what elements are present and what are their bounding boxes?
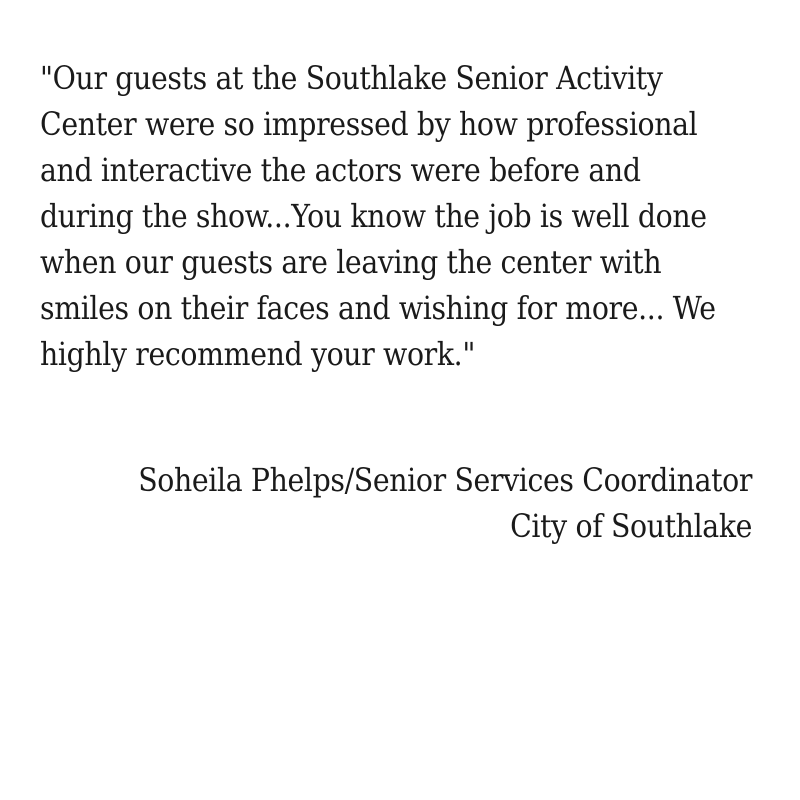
quote-line: smiles on their faces and wishing for more... We [40, 291, 716, 327]
quote-line: "Our guests at the Southlake Senior Activity [40, 61, 663, 97]
attribution-organization: City of Southlake [510, 509, 752, 545]
attribution-name-title: Soheila Phelps/Senior Services Coordinator [138, 463, 752, 499]
quote-line: when our guests are leaving the center with [40, 245, 662, 281]
quote-line: and interactive the actors were before and [40, 153, 641, 189]
quote-line: during the show...You know the job is well done [40, 199, 707, 235]
testimonial-quote [40, 56, 790, 378]
quote-line: Center were so impressed by how professional [40, 107, 698, 143]
quote-line: highly recommend your work." [40, 337, 476, 373]
testimonial-attribution [70, 458, 752, 550]
